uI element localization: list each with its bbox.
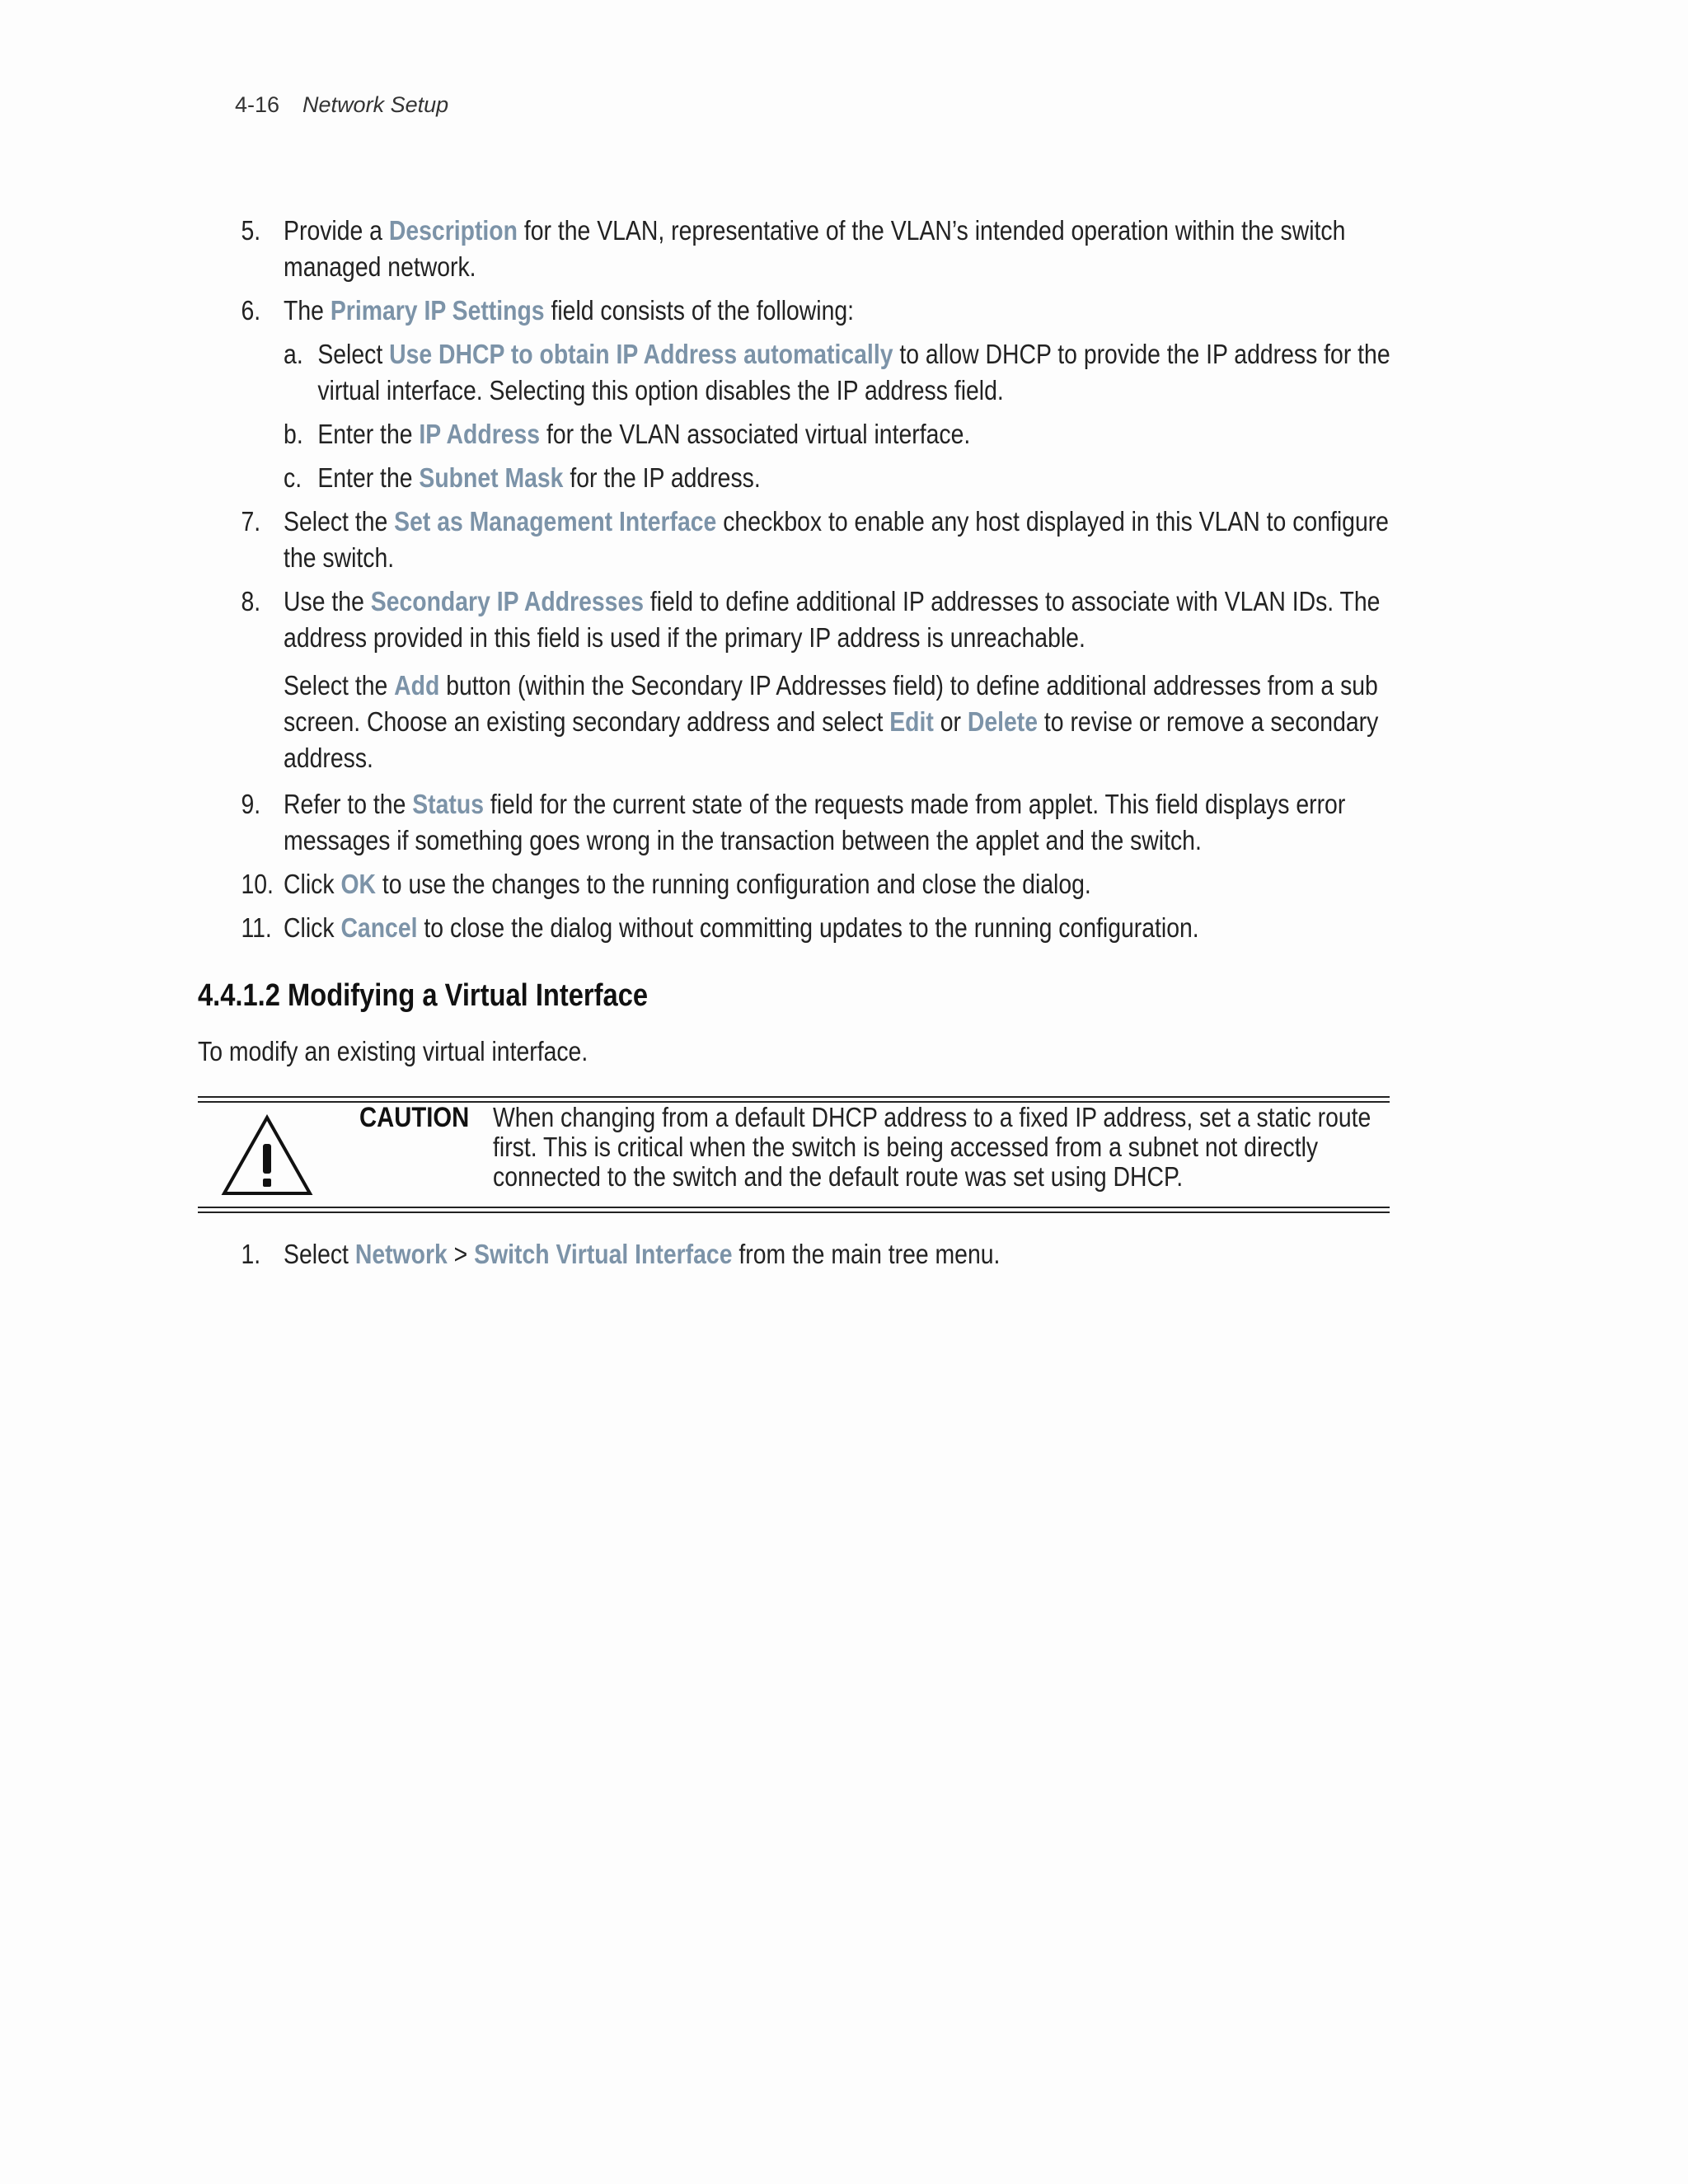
step-number: 5. — [241, 215, 261, 246]
substep-item — [198, 336, 1393, 409]
body-text: field for the current state of the requests made from applet. This field displays error messages if something goes wrong in the transaction between the applet and the switch. — [284, 789, 1346, 855]
body-text: to allow DHCP to provide the IP address for the virtual interface. Selecting this option disables the IP address field. — [317, 339, 1390, 405]
substep-item — [198, 460, 1393, 496]
step-text — [284, 586, 1380, 653]
step-8-paragraph — [198, 668, 1393, 776]
warning-triangle-icon — [221, 1114, 313, 1197]
running-section-title: Network Setup — [302, 92, 449, 117]
step-item — [198, 1236, 1393, 1272]
caution-text: When changing from a default DHCP address to a fixed IP address, set a static route first. This is critical when the switch is being accessed from a subnet not directly connected to the switch and the default route was set using DHCP. — [493, 1102, 1372, 1192]
body-text: for the IP address. — [563, 462, 761, 493]
ui-term: Add — [394, 670, 440, 701]
body-text: Click — [284, 869, 341, 899]
ui-term: OK — [340, 869, 377, 899]
body-text: for the VLAN, representative of the VLAN’s intended operation within the switch managed network. — [284, 215, 1346, 282]
body-text: Refer to the — [284, 789, 413, 819]
step-number: 11. — [241, 912, 272, 943]
body-text: to revise or remove a secondary address. — [284, 706, 1379, 773]
step-text — [284, 869, 1091, 899]
ui-term: Description — [388, 215, 518, 246]
body-text: to close the dialog without committing updates to the running configuration. — [417, 912, 1199, 943]
step-text — [317, 339, 1390, 405]
step-text — [317, 462, 760, 493]
ui-term: Cancel — [340, 912, 418, 943]
step-item — [198, 910, 1393, 946]
ui-term: IP Address — [419, 419, 541, 449]
step-item — [198, 583, 1393, 656]
steps-end — [198, 786, 1393, 946]
section-intro: To modify an existing virtual interface. — [198, 1036, 588, 1066]
step-number: 9. — [241, 789, 261, 819]
ui-term: Status — [412, 789, 484, 819]
step-text — [284, 1239, 1000, 1269]
body-text: Select the — [284, 506, 395, 537]
ui-term: Network — [354, 1239, 448, 1269]
body-text: Enter the — [317, 419, 420, 449]
body-text: Use the — [284, 586, 371, 616]
body-text: for the VLAN associated virtual interface. — [540, 419, 971, 449]
modify-steps-content — [198, 1236, 1393, 1280]
step-item — [198, 504, 1393, 576]
step-text — [284, 912, 1199, 943]
step-number: b. — [284, 419, 303, 449]
body-text: Provide a — [284, 215, 389, 246]
section-heading: 4.4.1.2 Modifying a Virtual Interface — [198, 978, 649, 1013]
ui-term: Secondary IP Addresses — [370, 586, 645, 616]
body-text: or — [933, 706, 968, 737]
page-header — [235, 92, 448, 118]
body-text: Select — [284, 1239, 355, 1269]
substeps — [198, 336, 1393, 496]
page-number: 4-16 — [235, 92, 280, 117]
step-number: 1. — [241, 1239, 261, 1269]
steps-top — [198, 213, 1393, 329]
body-text: button (within the Secondary IP Addresses field) to define additional addresses from a sub screen. Choose an existing secondary address and select — [284, 670, 1378, 737]
steps-mid — [198, 504, 1393, 656]
body-text: Select — [317, 339, 390, 369]
body-text: > — [447, 1239, 475, 1269]
step-number: 8. — [241, 586, 261, 616]
caution-label: CAUTION — [359, 1102, 470, 1133]
body-text: from the main tree menu. — [732, 1239, 1001, 1269]
body-text: field consists of the following: — [544, 295, 855, 326]
ui-term: Set as Management Interface — [394, 506, 717, 537]
step-text — [284, 506, 1389, 573]
body-text: to use the changes to the running configuration and close the dialog. — [376, 869, 1091, 899]
ui-term: Use DHCP to obtain IP Address automatically — [389, 339, 893, 369]
step-item — [198, 786, 1393, 859]
ui-term: Edit — [889, 706, 934, 737]
step-number: 10. — [241, 869, 274, 899]
caution-bottom-rule — [198, 1212, 1390, 1213]
substep-item — [198, 416, 1393, 452]
modify-steps — [198, 1236, 1393, 1272]
step-text — [284, 789, 1345, 855]
step-number: a. — [284, 339, 303, 369]
main-content — [198, 213, 1393, 1070]
caution-top-rule — [198, 1096, 1390, 1098]
body-text: Enter the — [317, 462, 420, 493]
step-number: 6. — [241, 295, 261, 326]
step-number: 7. — [241, 506, 261, 537]
step-text — [284, 215, 1345, 282]
ui-term: Primary IP Settings — [330, 295, 545, 326]
body-text: Select the — [284, 670, 395, 701]
body-text: Click — [284, 912, 341, 943]
body-text: field to define additional IP addresses to associate with VLAN IDs. The address provided in this field is used if the primary IP address is unreachable. — [284, 586, 1381, 653]
ui-term: Switch Virtual Interface — [474, 1239, 733, 1269]
ui-term: Subnet Mask — [419, 462, 564, 493]
step-item — [198, 293, 1393, 329]
body-text: The — [284, 295, 331, 326]
step-number: c. — [284, 462, 302, 493]
step-item — [198, 866, 1393, 902]
caution-box — [198, 1096, 1390, 1213]
body-text: checkbox to enable any host displayed in this VLAN to configure the switch. — [284, 506, 1389, 573]
step-text — [317, 419, 970, 449]
step-text — [284, 295, 854, 326]
caution-bottom-rule-inner — [198, 1207, 1390, 1208]
ui-term: Delete — [967, 706, 1039, 737]
step-item — [198, 213, 1393, 285]
